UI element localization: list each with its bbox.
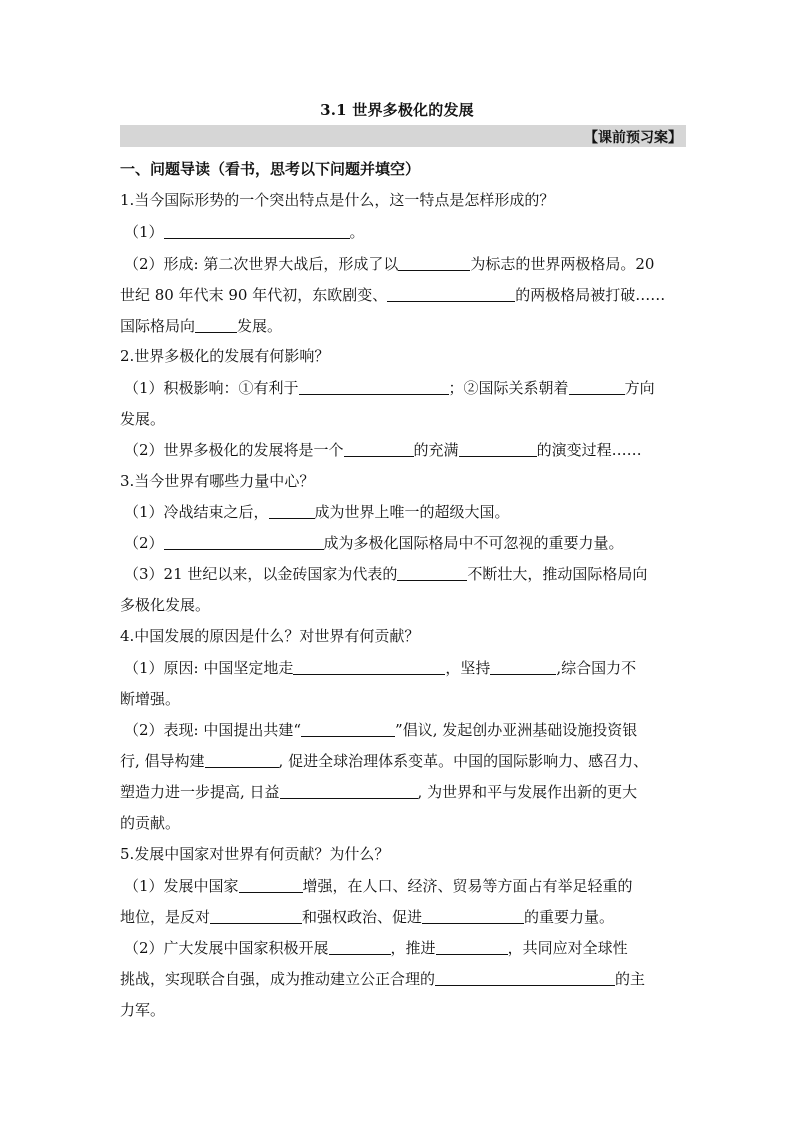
q4-answer-2-line-4: 的贡献。 <box>120 814 181 832</box>
blank[interactable] <box>459 442 537 457</box>
blank[interactable] <box>239 878 303 893</box>
q4-answer-2: （2）表现: 中国提出共建“ ”倡议, 发起创办亚洲基础设施投资银 <box>124 721 638 739</box>
blank[interactable] <box>293 660 445 675</box>
blank[interactable] <box>422 909 524 924</box>
blank[interactable] <box>329 940 391 955</box>
q4-answer-2-line-3: 塑造力进一步提高, 日益 , 为世界和平与发展作出新的更大 <box>120 783 638 801</box>
blank[interactable] <box>299 380 449 395</box>
blank[interactable] <box>344 442 414 457</box>
blank[interactable] <box>205 753 279 768</box>
blank[interactable] <box>435 971 615 986</box>
q1-answer-2-line-3: 国际格局向 发展。 <box>120 317 283 335</box>
blank[interactable] <box>397 566 467 581</box>
banner-label: 【课前预习案】 <box>584 130 682 146</box>
q2-answer-1-line-2: 发展。 <box>120 410 166 428</box>
section-heading: 一、问题导读（看书，思考以下问题并填空） <box>120 160 421 178</box>
blank[interactable] <box>164 224 350 239</box>
blank[interactable] <box>269 504 315 519</box>
q4-answer-1-line-2: 断增强。 <box>120 690 181 708</box>
q5-answer-2-line-2: 挑战，实现联合自强，成为推动建立公正合理的 的主 <box>120 970 646 988</box>
blank[interactable] <box>210 909 302 924</box>
blank[interactable] <box>436 940 508 955</box>
q1-answer-2: （2）形成: 第二次世界大战后，形成了以 为标志的世界两极格局。20 <box>124 255 655 273</box>
q5-answer-2-line-3: 力军。 <box>120 1001 166 1019</box>
q1-answer-1: （1） 。 <box>124 223 365 241</box>
blank[interactable] <box>280 784 418 799</box>
question-2: 2.世界多极化的发展有何影响？ <box>120 347 330 365</box>
blank[interactable] <box>195 318 237 333</box>
q3-answer-1: （1）冷战结束之后， 成为世界上唯一的超级大国。 <box>124 503 510 521</box>
q3-answer-3: （3）21 世纪以来，以金砖国家为代表的 不断壮大，推动国际格局向 <box>124 565 648 583</box>
q4-answer-2-line-2: 行, 倡导构建 , 促进全球治理体系变革。中国的国际影响力、感召力、 <box>120 752 649 770</box>
question-3: 3.当今世界有哪些力量中心？ <box>120 472 315 490</box>
q3-answer-2: （2） 成为多极化国际格局中不可忽视的重要力量。 <box>124 534 624 552</box>
blank[interactable] <box>569 380 625 395</box>
question-5: 5.发展中国家对世界有何贡献？为什么？ <box>120 845 390 863</box>
q3-answer-3-line-2: 多极化发展。 <box>120 596 211 614</box>
q4-answer-1: （1）原因: 中国坚定地走 ，坚持 ,综合国力不 <box>124 659 637 677</box>
q5-answer-2: （2）广大发展中国家积极开展 ，推进 ，共同应对全球性 <box>124 939 628 957</box>
blank[interactable] <box>398 256 470 271</box>
q2-answer-2: （2）世界多极化的发展将是一个 的充满 的演变过程…… <box>124 441 642 459</box>
blank[interactable] <box>164 535 324 550</box>
q5-answer-1-line-2: 地位，是反对 和强权政治、促进 的重要力量。 <box>120 908 615 926</box>
section-banner <box>120 125 686 147</box>
q1-answer-2-line-2: 世纪 80 年代末 90 年代初，东欧剧变、 的两极格局被打破…… <box>120 286 666 304</box>
blank[interactable] <box>387 287 515 302</box>
question-1: 1.当今国际形势的一个突出特点是什么，这一特点是怎样形成的？ <box>120 191 555 209</box>
blank[interactable] <box>490 660 556 675</box>
page-title: 3.1 世界多极化的发展 <box>320 101 474 119</box>
q5-answer-1: （1）发展中国家 增强，在人口、经济、贸易等方面占有举足轻重的 <box>124 877 633 895</box>
question-4: 4.中国发展的原因是什么？对世界有何贡献？ <box>120 627 420 645</box>
q2-answer-1: （1）积极影响：①有利于 ；②国际关系朝着 方向 <box>124 379 655 397</box>
blank[interactable] <box>301 722 395 737</box>
